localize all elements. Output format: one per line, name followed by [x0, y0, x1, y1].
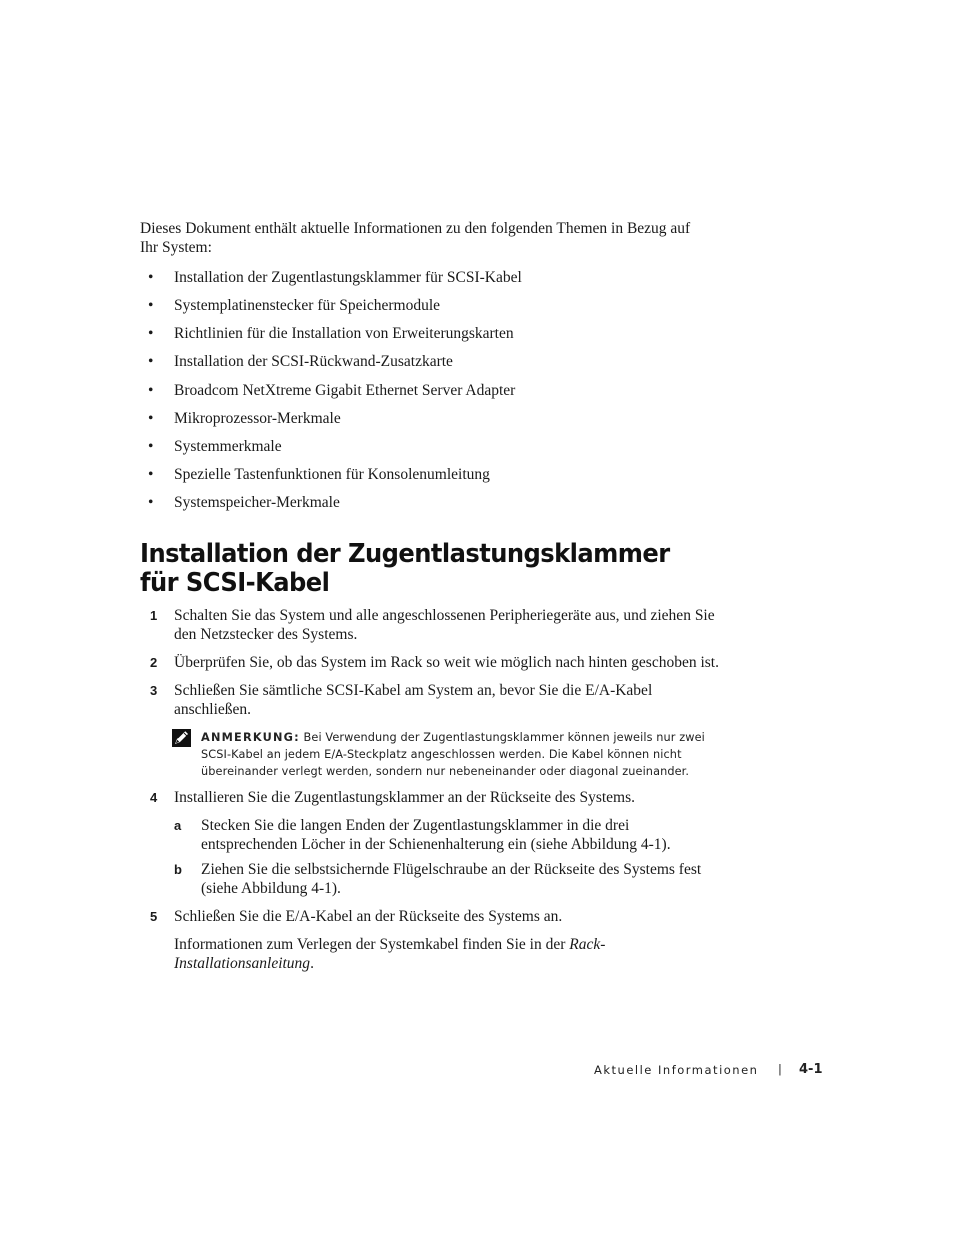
topic-list	[140, 268, 522, 521]
step-number: 3	[150, 683, 158, 698]
list-item	[140, 296, 522, 315]
step-number: 4	[150, 790, 158, 805]
step-3	[140, 681, 680, 719]
step-5	[140, 907, 740, 926]
step-2	[140, 653, 760, 672]
topic-text: Systemspeicher-Merkmale	[174, 494, 340, 512]
step-text: Schließen Sie sämtliche SCSI-Kabel am System an, bevor Sie die E/A-Kabel anschließen.	[174, 682, 653, 718]
note-label: ANMERKUNG:	[201, 731, 300, 744]
intro-paragraph	[140, 219, 702, 257]
intro-text: Dieses Dokument enthält aktuelle Informationen zu den folgenden Themen in Bezug auf Ihr System:	[140, 220, 691, 256]
topic-text: Systemplatinenstecker für Speichermodule	[174, 297, 441, 315]
note-text	[201, 729, 732, 780]
list-item	[140, 268, 522, 287]
cable-routing-paragraph	[174, 935, 629, 973]
footer-title: Aktuelle Informationen	[594, 1063, 759, 1077]
list-item	[140, 437, 522, 456]
step-text: Schalten Sie das System und alle angeschlossenen Peripheriegeräte aus, und ziehen Sie den Netzstecker des Systems.	[174, 607, 715, 643]
section-heading	[140, 540, 670, 598]
topic-text: Richtlinien für die Installation von Erweiterungskarten	[174, 325, 514, 343]
step-text: Installieren Sie die Zugentlastungsklammer an der Rückseite des Systems.	[174, 789, 636, 806]
bullet-icon: •	[148, 297, 154, 315]
list-item	[140, 381, 522, 400]
list-item	[140, 409, 522, 428]
step-number: 1	[150, 608, 158, 623]
paragraph-suffix: .	[310, 955, 314, 972]
topic-text: Spezielle Tastenfunktionen für Konsolenumleitung	[174, 465, 490, 483]
note-box	[172, 729, 732, 780]
bullet-icon: •	[148, 465, 154, 483]
substep-text: Stecken Sie die langen Enden der Zugentlastungsklammer in die drei entsprechenden Löcher in der Schienenhalterung ein (siehe Abbildung 4-1).	[201, 817, 671, 853]
substep-label: b	[174, 862, 182, 877]
substep-label: a	[174, 818, 182, 833]
topic-text: Installation der Zugentlastungsklammer für SCSI-Kabel	[174, 269, 522, 286]
topic-text: Broadcom NetXtreme Gigabit Ethernet Server Adapter	[174, 381, 516, 399]
step-text: Überprüfen Sie, ob das System im Rack so weit wie möglich nach hinten geschoben ist.	[174, 654, 719, 671]
bullet-icon: •	[148, 409, 154, 427]
bullet-icon: •	[148, 353, 154, 371]
step-number: 5	[150, 909, 158, 924]
list-item	[140, 352, 522, 371]
section-heading-line2: für SCSI-Kabel	[140, 568, 330, 598]
substep-text: Ziehen Sie die selbstsichernde Flügelschraube an der Rückseite des Systems fest (siehe Abbildung 4-1).	[201, 861, 702, 897]
substep-b	[174, 860, 734, 898]
list-item	[140, 465, 522, 484]
section-heading-line1: Installation der Zugentlastungsklammer	[140, 539, 670, 569]
bullet-icon: •	[148, 494, 154, 512]
bullet-icon: •	[148, 437, 154, 455]
rack-guide-title: Rack-Installationsanleitung	[174, 936, 606, 972]
step-text: Schließen Sie die E/A-Kabel an der Rückseite des Systems an.	[174, 908, 563, 925]
bullet-icon: •	[148, 381, 154, 399]
note-pencil-icon	[172, 729, 191, 747]
step-number: 2	[150, 655, 158, 670]
list-item	[140, 493, 522, 512]
note-body: Bei Verwendung der Zugentlastungsklammer können jeweils nur zwei SCSI-Kabel an jedem E/A-Steckplatz angeschlossen werden. Die Kabel können nicht übereinander verlegt werden, sondern nur nebeneinander oder diagonal zueinander.	[201, 731, 705, 778]
bullet-icon: •	[148, 269, 154, 286]
step-4	[140, 788, 740, 807]
page-number: 4-1	[799, 1062, 823, 1077]
bullet-icon: •	[148, 325, 154, 343]
topic-text: Installation der SCSI-Rückwand-Zusatzkarte	[174, 353, 453, 371]
substep-a	[174, 816, 706, 854]
list-item	[140, 324, 522, 343]
paragraph-prefix: Informationen zum Verlegen der Systemkabel finden Sie in der	[174, 936, 570, 953]
topic-text: Mikroprozessor-Merkmale	[174, 409, 341, 427]
footer-separator: |	[778, 1062, 782, 1076]
topic-text: Systemmerkmale	[174, 437, 282, 455]
step-1	[140, 606, 720, 644]
